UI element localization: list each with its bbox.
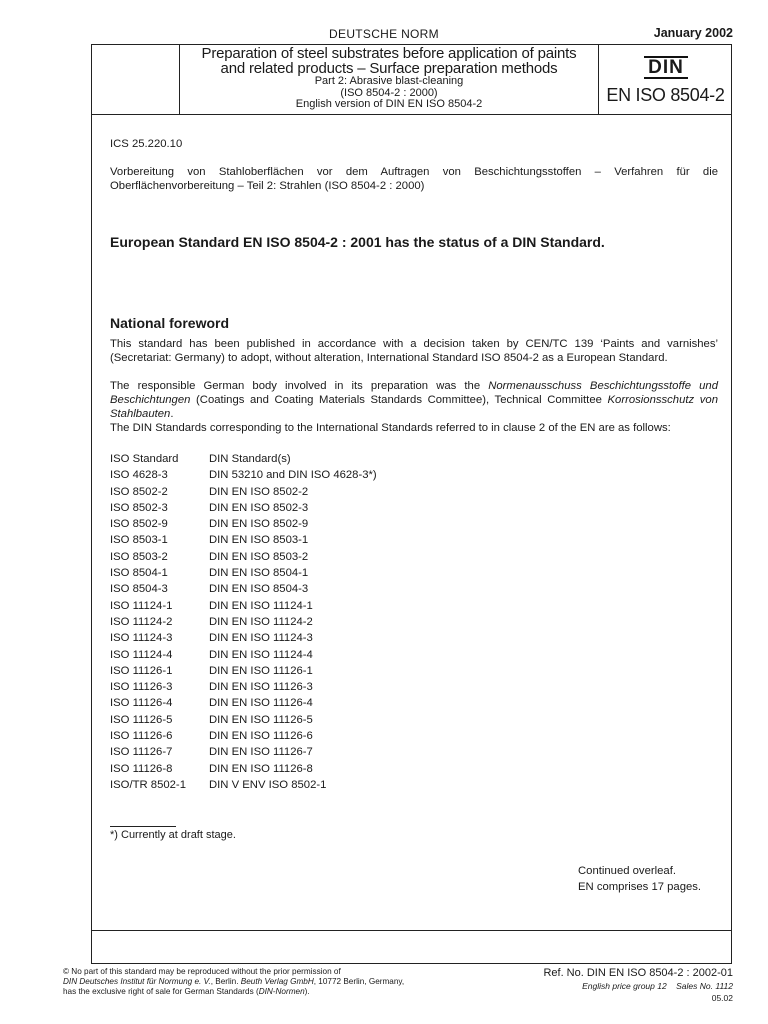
footnote-rule: [110, 826, 176, 827]
standard-number: EN ISO 8504-2: [606, 85, 725, 105]
iso-standard-cell: ISO 4628-3: [110, 469, 168, 482]
p2-technical-committee: Korrosionsschutz von Stahlbauten: [110, 394, 719, 420]
din-standard-cell: DIN EN ISO 8503-2: [209, 550, 309, 563]
status-statement: European Standard EN ISO 8504-2 : 2001 has the status of a DIN Standard.: [110, 234, 605, 250]
table-header-row: [110, 453, 377, 469]
iso-standard-cell: ISO 11124-2: [110, 615, 173, 628]
p2-committee-name: Normenausschuss Beschichtungsstoffe und Beschichtungen: [110, 380, 718, 406]
table-row: [110, 551, 377, 567]
table-header-iso: ISO Standard: [110, 453, 179, 465]
national-foreword-heading: National foreword: [110, 315, 230, 331]
iso-standard-cell: ISO 11126-1: [110, 664, 173, 677]
din-standard-cell: DIN EN ISO 11126-3: [209, 681, 313, 694]
continued-note: Continued overleaf.: [578, 865, 676, 877]
table-row: [110, 616, 377, 632]
din-standard-cell: DIN EN ISO 8504-3: [209, 583, 309, 596]
table-row: [110, 567, 377, 583]
copyright-notice: [63, 967, 483, 997]
iso-standard-cell: ISO 8502-3: [110, 501, 168, 514]
table-row: [110, 681, 377, 697]
subtitle-line-2: (ISO 8504-2 : 2000): [340, 86, 438, 99]
iso-standard-cell: ISO 11126-6: [110, 730, 173, 743]
copyright-text-d: ).: [304, 987, 310, 996]
iso-standard-cell: ISO 11124-1: [110, 599, 173, 612]
copyright-line-3: [63, 987, 483, 997]
header-divider: [91, 114, 732, 115]
din-standard-cell: DIN EN ISO 8504-1: [209, 567, 309, 580]
din-standard-cell: DIN EN ISO 11124-4: [209, 648, 313, 661]
copyright-text-c: has the exclusive right of sale for German Standards (: [63, 987, 259, 996]
page-count-note: EN comprises 17 pages.: [578, 881, 702, 893]
title-line-1: Preparation of steel substrates before application of paints: [201, 45, 577, 62]
standards-table: [110, 453, 377, 795]
iso-standard-cell: ISO 11126-4: [110, 697, 173, 710]
din-standard-cell: DIN EN ISO 11124-1: [209, 599, 313, 612]
iso-standard-cell: ISO 11126-8: [110, 762, 173, 775]
document-title-block: [180, 46, 598, 111]
price-group: English price group 12 Sales No. 1112: [582, 981, 733, 991]
table-row: [110, 534, 377, 550]
foreword-paragraph-2: [110, 379, 718, 421]
iso-standard-cell: ISO 11126-3: [110, 681, 173, 694]
table-row: [110, 518, 377, 534]
din-standard-cell: DIN 53210 and DIN ISO 4628-3*): [209, 469, 377, 482]
table-row: [110, 763, 377, 779]
table-row: [110, 714, 377, 730]
table-row: [110, 486, 377, 502]
din-standard-cell: DIN EN ISO 8502-2: [209, 485, 309, 498]
copyright-text-a: , Berlin.: [210, 977, 241, 986]
table-header-din: DIN Standard(s): [209, 453, 291, 465]
iso-standard-cell: ISO 8504-1: [110, 567, 168, 580]
p2-text-b: (Coatings and Coating Materials Standards Committee), Technical Committee: [190, 394, 608, 406]
table-row: [110, 469, 377, 485]
din-institute-name: DIN Deutsches Institut für Normung e. V.: [63, 977, 211, 986]
subtitle-line-1: Part 2: Abrasive blast-cleaning: [314, 75, 464, 87]
p2-text-a: The responsible German body involved in its preparation was the: [110, 380, 489, 392]
iso-standard-cell: ISO 11124-4: [110, 648, 173, 661]
iso-standard-cell: ISO 8503-2: [110, 550, 168, 563]
table-row: [110, 632, 377, 648]
din-standard-cell: DIN V ENV ISO 8502-1: [209, 778, 327, 791]
din-normen-label: DIN-Normen: [258, 987, 305, 996]
din-standard-cell: DIN EN ISO 11126-6: [209, 730, 313, 743]
din-standard-cell: DIN EN ISO 8502-9: [209, 518, 309, 531]
logo-text: DIN: [648, 57, 684, 78]
edition-code: 05.02: [711, 993, 733, 1003]
table-row: [110, 649, 377, 665]
iso-standard-cell: ISO 8502-9: [110, 518, 168, 531]
ics-code: ICS 25.220.10: [110, 138, 183, 150]
title-line-2: and related products – Surface preparation methods: [220, 60, 558, 77]
beuth-verlag-name: Beuth Verlag GmbH: [240, 977, 314, 986]
table-row: [110, 502, 377, 518]
din-standard-cell: DIN EN ISO 11126-5: [209, 713, 313, 726]
din-standard-cell: DIN EN ISO 11126-8: [209, 762, 313, 775]
foreword-paragraph-1: This standard has been published in accordance with a decision taken by CEN/TC 139 ‘Paints and varnishes’ (Secretariat: Germany) to adopt, without alteration, International Standard ISO 8504-2 as a European Standard.: [110, 338, 718, 364]
iso-standard-cell: ISO 11126-7: [110, 746, 173, 759]
iso-standard-cell: ISO 8502-2: [110, 485, 168, 498]
iso-standard-cell: ISO 11124-3: [110, 632, 173, 645]
din-logo: [640, 56, 692, 79]
reference-number: Ref. No. DIN EN ISO 8504-2 : 2002-01: [543, 967, 733, 979]
iso-standard-cell: ISO/TR 8502-1: [110, 778, 186, 791]
din-standard-cell: DIN EN ISO 8503-1: [209, 534, 309, 547]
p2-text-c: .: [170, 408, 174, 420]
table-row: [110, 583, 377, 599]
german-title: Vorbereitung von Stahloberflächen vor dem Auftragen von Beschichtungsstoffen – Verfahren für die Oberflächenvorbereitung – Teil 2: Strahlen (ISO 8504-2 : 2000): [110, 166, 718, 192]
iso-standard-cell: ISO 11126-5: [110, 713, 173, 726]
table-row: [110, 697, 377, 713]
din-standard-cell: DIN EN ISO 11126-1: [209, 664, 313, 677]
din-standard-cell: DIN EN ISO 8502-3: [209, 501, 309, 514]
table-row: [110, 779, 377, 795]
table-row: [110, 746, 377, 762]
copyright-line-2: [63, 977, 483, 987]
iso-standard-cell: ISO 8503-1: [110, 534, 168, 547]
copyright-line-1: © No part of this standard may be reproduced without the prior permission of: [63, 967, 341, 976]
table-row: [110, 665, 377, 681]
subtitle-line-3: English version of DIN EN ISO 8504-2: [295, 98, 483, 110]
din-standard-cell: DIN EN ISO 11126-4: [209, 697, 313, 710]
din-standard-cell: DIN EN ISO 11124-3: [209, 632, 313, 645]
publication-date: January 2002: [653, 26, 733, 40]
footnote: *) Currently at draft stage.: [110, 829, 236, 841]
standard-type-label: DEUTSCHE NORM: [329, 27, 439, 41]
din-standard-cell: DIN EN ISO 11124-2: [209, 615, 313, 628]
copyright-text-b: , 10772 Berlin, Germany,: [313, 977, 405, 986]
bottom-divider: [91, 930, 732, 931]
table-row: [110, 600, 377, 616]
iso-standard-cell: ISO 8504-3: [110, 583, 168, 596]
din-standard-cell: DIN EN ISO 11126-7: [209, 746, 313, 759]
foreword-paragraph-3: The DIN Standards corresponding to the International Standards referred to in clause 2 of the EN are as follows:: [110, 422, 671, 434]
table-row: [110, 730, 377, 746]
